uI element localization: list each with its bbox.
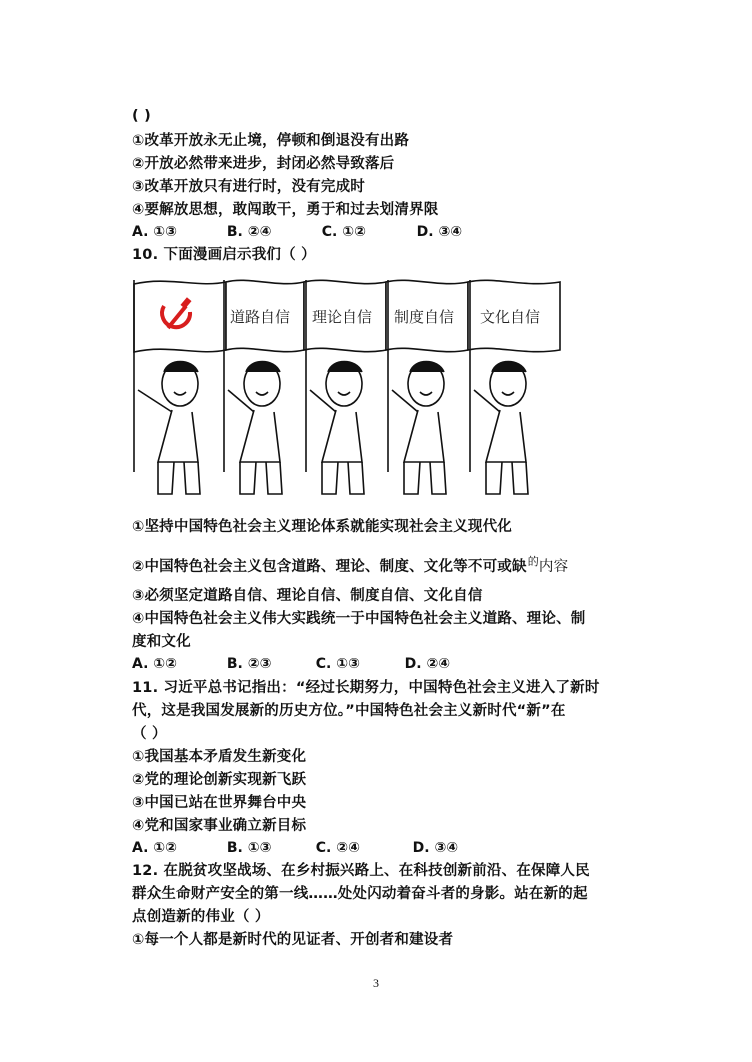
q9-statement-1: ①改革开放永无止境，停顿和倒退没有出路 (132, 133, 410, 149)
flag-3-label: 制度自信 (394, 308, 455, 326)
q11-stem-2: 代，这是我国发展新的历史方位。”中国特色社会主义新时代“新”在 (132, 703, 566, 719)
q11-stem-1: 11. 习近平总书记指出：“经过长期努力，中国特色社会主义进入了新时 (132, 680, 600, 696)
q11-statement-3: ③中国已站在世界舞台中央 (132, 795, 307, 811)
q11-option-d: D. ③④ (412, 840, 459, 856)
q12-stem-1: 12. 在脱贫攻坚战场、在乡村振兴路上、在科技创新前沿、在保障人民 (132, 863, 590, 879)
q11-option-c: C. ②④ (315, 840, 360, 856)
q12-stem-2: 群众生命财产安全的第一线……处处闪动着奋斗者的身影。站在新的起 (132, 886, 588, 902)
q10-statement-4: ④中国特色社会主义伟大实践统一于中国特色社会主义道路、理论、制 (132, 611, 586, 627)
q12-stem-3: 点创造新的伟业（ ） (132, 909, 270, 925)
q9-options (132, 224, 462, 240)
person-5 (474, 362, 528, 495)
q11-options (132, 840, 458, 856)
q10-statement-2-row (132, 553, 568, 576)
q10-option-c: C. ①③ (315, 656, 360, 672)
q11-statement-4: ④党和国家事业确立新目标 (132, 818, 307, 834)
q9-option-c: C. ①② (321, 224, 366, 240)
flag-4-label: 文化自信 (480, 308, 541, 326)
q9-option-b: B. ②④ (226, 224, 272, 240)
q10-options (132, 656, 450, 672)
flag-1-label: 道路自信 (230, 308, 291, 326)
q10-statement-2-tail: 内容 (538, 559, 569, 575)
q10-statement-3: ③必须坚定道路自信、理论自信、制度自信、文化自信 (132, 588, 483, 604)
q10-option-d: D. ②④ (404, 656, 451, 672)
q11-paren: （ ） (132, 726, 167, 742)
page-number: 3 (373, 976, 379, 990)
q9-option-d: D. ③④ (416, 224, 463, 240)
q10-statement-2: ②中国特色社会主义包含道路、理论、制度、文化等不可或缺 (132, 559, 527, 575)
q11-option-b: B. ①③ (226, 840, 272, 856)
q9-statement-4: ④要解放思想，敢闯敢干，勇于和过去划清界限 (132, 202, 439, 218)
q12-statement-1: ①每一个人都是新时代的见证者、开创者和建设者 (132, 932, 454, 948)
person-4 (392, 362, 446, 495)
q9-option-a: A. ①③ (132, 224, 177, 240)
person-1 (138, 362, 200, 495)
q10-statement-4-cont: 度和文化 (132, 634, 191, 650)
q10-statement-2-sup: 的 (527, 555, 539, 568)
q10-statement-1: ①坚持中国特色社会主义理论体系就能实现社会主义现代化 (132, 519, 512, 535)
q10-stem: 10. 下面漫画启示我们（ ） (132, 247, 316, 263)
q11-statement-2: ②党的理论创新实现新飞跃 (132, 772, 307, 788)
q9-statement-3: ③改革开放只有进行时，没有完成时 (132, 179, 365, 195)
q10-option-a: A. ①② (132, 656, 177, 672)
person-3 (310, 362, 364, 495)
person-2 (228, 362, 282, 495)
q10-option-b: B. ②③ (226, 656, 272, 672)
q9-paren: ( ) (132, 108, 151, 124)
q11-statement-1: ①我国基本矛盾发生新变化 (132, 749, 307, 765)
q11-option-a: A. ①② (132, 840, 177, 856)
q9-statement-2: ②开放必然带来进步，封闭必然导致落后 (132, 156, 395, 172)
flag-2-label: 理论自信 (312, 308, 373, 326)
cartoon-flag-bearers (128, 272, 598, 508)
